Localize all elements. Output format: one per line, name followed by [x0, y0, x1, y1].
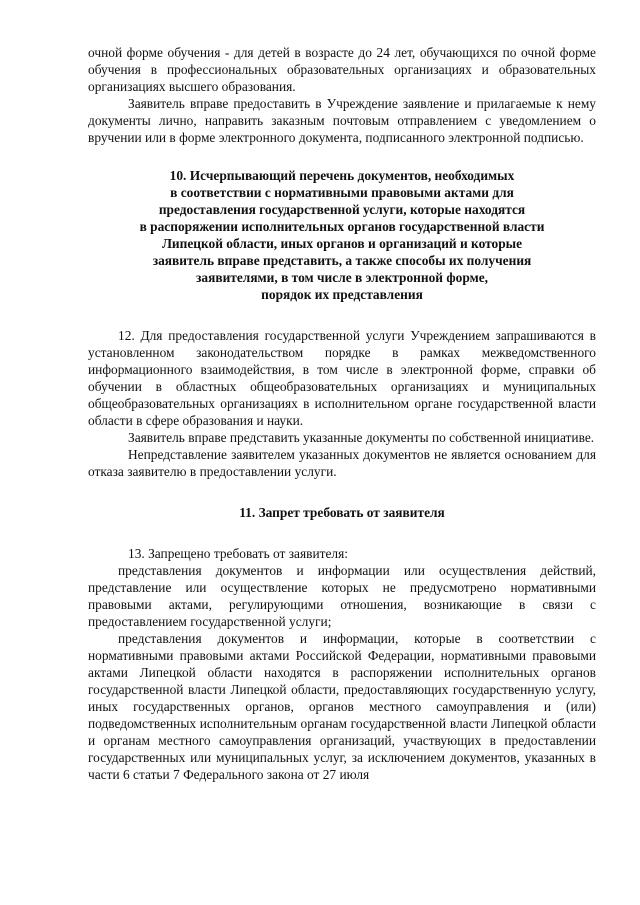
section-10-heading-line: заявитель вправе представить, а также способы их получения [152, 253, 532, 268]
section-10-heading-line: порядок их представления [261, 287, 423, 302]
section-10-heading-line: Липецкой области, иных органов и организаций и которые [161, 236, 523, 251]
section-10-paragraph-12: 12. Для предоставления государственной услуги Учреждением запрашиваются в установленном законодательством порядке в рамках межведомственного информационного взаимодействия, в том числе в электронной форме, справки об обучении в областных общеобразовательных организациях и муниципальных общеобразовательных организациях в исполнительном органе государственной власти области в сфере образования и науки. [88, 328, 596, 428]
section-10-heading-line: предоставления государственной услуги, которые находятся [158, 202, 526, 217]
section-10-paragraph-initiative: Заявитель вправе представить указанные документы по собственной инициативе. [128, 430, 595, 445]
intro-submission-paragraph: Заявитель вправе предоставить в Учреждение заявление и прилагаемые к нему документы лично, направить заказным почтовым отправлением с уведомлением о вручении или в форме электронного документа, подписанного электронной подписью. [88, 96, 596, 145]
section-10-heading-line: в распоряжении исполнительных органов государственной власти [139, 219, 545, 234]
section-10-heading-line: заявителями, в том числе в электронной форме, [196, 270, 488, 285]
section-10-heading-line: 10. Исчерпывающий перечень документов, необходимых [169, 168, 515, 183]
intro-continuation-paragraph: очной форме обучения - для детей в возрасте до 24 лет, обучающихся по очной форме обучения в профессиональных образовательных организациях и образовательных организациях высшего образования. [88, 45, 596, 94]
section-10-heading [88, 167, 596, 303]
section-11-paragraph-documents: представления документов и информации, которые в соответствии с нормативными правовыми актами Российской Федерации, нормативными правовыми актами Липецкой области находятся в распоряжении исполнительных органов государственной власти Липецкой области, предоставляющих государственную услугу, иных государственных органов, органов местного самоуправления и (или) подведомственных исполнительным органам государственной власти Липецкой области и органам местного самоуправления организаций, участвующих в предоставлении государственных или муниципальных услуг, за исключением документов, указанных в части 6 статьи 7 Федерального закона от 27 июля [88, 631, 596, 782]
section-11-heading: 11. Запрет требовать от заявителя [239, 505, 445, 520]
section-11-paragraph-actions: представления документов и информации или осуществления действий, представление или осуществление которых не предусмотрено нормативными правовыми актами, регулирующими отношения, возникающие в связи с предоставлением государственной услуги; [88, 563, 596, 629]
section-11-paragraph-13: 13. Запрещено требовать от заявителя: [128, 546, 348, 561]
section-10-paragraph-non-submission: Непредставление заявителем указанных документов не является основанием для отказа заявителю в предоставлении услуги. [88, 447, 596, 479]
section-10-heading-line: в соответствии с нормативными правовыми актами для [170, 185, 514, 200]
document-page [88, 44, 596, 783]
